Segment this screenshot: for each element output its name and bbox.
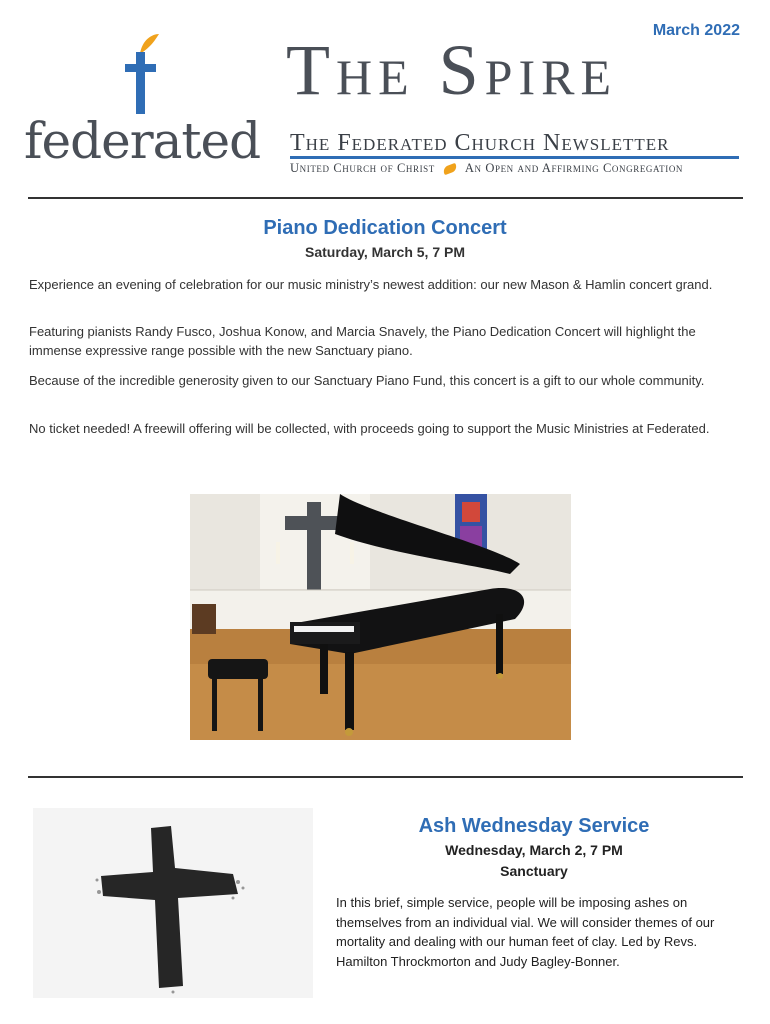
- piano-paragraph-2: Featuring pianists Randy Fusco, Joshua Konow, and Marcia Snavely, the Piano Dedication Concert will highlight the immense expressive range possible with the new Sanctuary piano.: [29, 324, 696, 358]
- section-divider: [28, 776, 743, 778]
- piano-paragraph-4: No ticket needed! A freewill offering will be collected, with proceeds going to support the Music Ministries at Federated.: [29, 421, 710, 436]
- ash-event-location: Sanctuary: [500, 863, 568, 879]
- ash-section-title: Ash Wednesday Service: [418, 815, 650, 837]
- piano-paragraph-1: Experience an evening of celebration for our music ministry’s newest addition: our new Mason & Hamlin concert grand.: [29, 277, 713, 292]
- masthead-subtitle: The Federated Church Newsletter: [290, 130, 670, 156]
- masthead-tagline: [290, 161, 683, 176]
- logo-wordmark: federated: [24, 112, 261, 170]
- tagline-affirming: An Open and Affirming Congregation: [464, 161, 684, 175]
- issue-date: March 2022: [652, 22, 740, 39]
- ash-description: In this brief, simple service, people will be imposing ashes on themselves from an individual vial. We will consider themes of our mortality and dealing with our human feet of clay. Led by Revs. Hamilton Throckmorton and Judy Bagley-Bonner.: [336, 895, 715, 969]
- masthead-title: The Spire: [286, 30, 618, 110]
- ash-cross-icon: [33, 808, 313, 998]
- flame-icon: [442, 163, 458, 175]
- piano-paragraph-3: Because of the incredible generosity given to our Sanctuary Piano Fund, this concert is a gift to our whole community.: [29, 373, 705, 388]
- piano-photo: [190, 494, 571, 740]
- ash-event-date: Wednesday, March 2, 7 PM: [445, 842, 623, 858]
- ash-cross-image: [33, 808, 313, 998]
- piano-event-date: Saturday, March 5, 7 PM: [304, 244, 465, 260]
- piano-section-title: Piano Dedication Concert: [263, 217, 507, 239]
- header-divider: [28, 197, 743, 199]
- subtitle-underline: [290, 156, 739, 159]
- tagline-ucc: United Church of Christ: [290, 161, 435, 175]
